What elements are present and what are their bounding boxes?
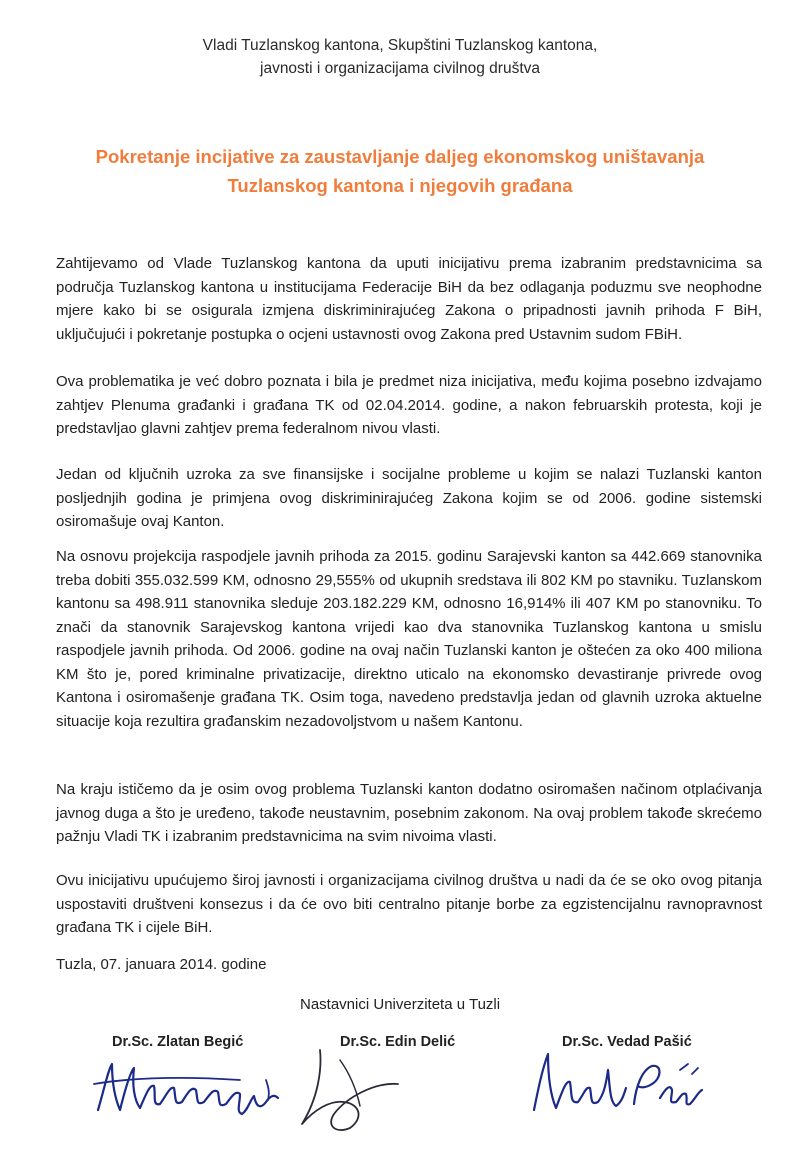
organization-line: Nastavnici Univerziteta u Tuzli: [300, 996, 501, 1013]
signature-pasic: [520, 1040, 710, 1130]
signature-delic: [290, 1040, 410, 1140]
signature-begic: [90, 1050, 290, 1130]
document-title: [60, 142, 740, 200]
paragraph-4: Na osnovu projekcija raspodjele javnih prihoda za 2015. godinu Sarajevski kanton sa 442.669 stanovnika treba dobiti 355.032.599 KM, odnosno 29,555% od ukupnih sredstava ili 802 KM po stavniku. Tuzlanskom kantonu sa 498.911 stanovnika sleduje 203.182.229 KM, odnosno 16,914% ili 407 KM po stanovniku. To znači da stanovnik Sarajevskog kantona vrijedi kao dva stanovnika Tuzlanskog kantona u smislu raspodjele javnih prihoda. Od 2006. godine na ovaj način Tuzlanski kanton je oštećen za oko 400 miliona KM što je, pored kriminalne privatizacije, direktno uticalo na ekonomsko devastiranje privrede ovog Kantona i osiromašenje građana TK. Osim toga, navedeno predstavlja jedan od glavnih uzroka aktuelne situacije koja rezultira građanskim nezadovoljstvom u našem Kantonu.: [56, 548, 762, 730]
recipients-line-2: javnosti i organizacijama civilnog društva: [260, 60, 540, 77]
paragraph-1: Zahtijevamo od Vlade Tuzlanskog kantona da uputi inicijativu prema izabranim predstavnicima sa područja Tuzlanskog kantona u institucijama Federacije BiH da bez odlaganja poduzmu sve neophodne mjere kako bi se osigurala izmjena diskriminirajućeg Zakona o pripadnosti javnih prihoda F BiH, uključujući i pokretanje postupka o ocjeni ustavnosti ovog Zakona pred Ustavnim sudom FBiH.: [56, 255, 762, 343]
date-line: Tuzla, 07. januara 2014. godine: [56, 956, 267, 973]
paragraph-6: Ovu inicijativu upućujemo široj javnosti i organizacijama civilnog društva u nadi da će se oko ovog pitanja uspostaviti društveni konsezus i da će ovo biti centralno pitanje borbe za egzistencijalnu ravnopravnost građana TK i cijele BiH.: [56, 872, 762, 936]
recipients-line-1: Vladi Tuzlanskog kantona, Skupštini Tuzlanskog kantona,: [202, 37, 598, 54]
title-line-1: Pokretanje incijative za zaustavljanje daljeg ekonomskog uništavanja: [95, 146, 705, 167]
paragraph-2: Ova problematika je već dobro poznata i bila je predmet niza inicijativa, među kojima posebno izdvajamo zahtjev Plenuma građanki i građana TK od 02.04.2014. godine, a nakon februarskih protesta, koji je predstavljao glavni zahtjev prema federalnom nivou vlasti.: [56, 373, 762, 437]
recipients-block: [150, 34, 650, 80]
signatory-name-1: Dr.Sc. Zlatan Begić: [112, 1034, 244, 1050]
paragraph-3: Jedan od ključnih uzroka za sve finansijske i socijalne probleme u kojim se nalazi Tuzlanski kanton posljednjih godina je primjena ovog diskriminirajućeg Zakona kojim se od 2006. godine sistemski osiromašuje ovaj Kanton.: [56, 466, 762, 530]
signatory-name-2: Dr.Sc. Edin Delić: [340, 1034, 456, 1050]
signatory-name-3: Dr.Sc. Vedad Pašić: [562, 1034, 692, 1050]
paragraph-5: Na kraju ističemo da je osim ovog problema Tuzlanski kanton dodatno osiromašen načinom otplaćivanja javnog duga a što je uređeno, takođe neustavnim, posebnim zakonom. Na ovaj problem takođe skrećemo pažnju Vladi TK i izabranim predstavnicima na svim nivoima vlasti.: [56, 781, 762, 845]
title-line-2: Tuzlanskog kantona i njegovih građana: [227, 175, 573, 196]
